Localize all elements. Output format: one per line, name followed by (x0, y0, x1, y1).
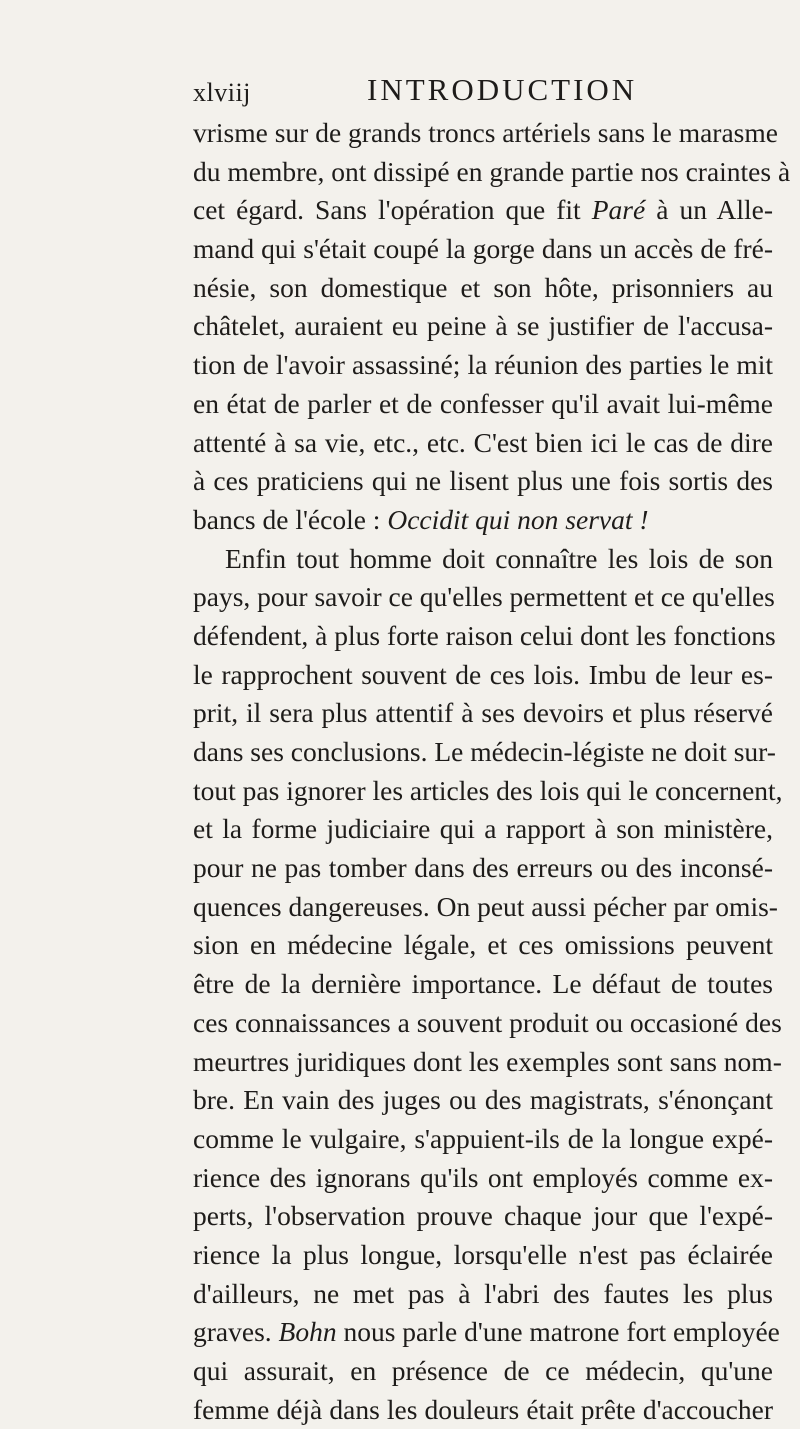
page-number: xlviij (193, 78, 251, 107)
text-segment: meurtres juridiques dont les exemples sont sans nom- (193, 1045, 782, 1077)
text-line (193, 733, 776, 772)
text-line (193, 307, 773, 346)
text-segment: à ces praticiens qui ne lisent plus une fois sortis des (193, 465, 773, 497)
text-segment: en état de parler et de confesser qu'il avait lui-même (193, 387, 773, 419)
text-line (193, 1004, 782, 1043)
text-line (193, 424, 773, 463)
text-line (193, 1197, 773, 1236)
text-segment: bre. En vain des juges ou des magistrats, s'énonçant (193, 1084, 773, 1116)
text-line (193, 1159, 773, 1198)
text-line (193, 269, 773, 308)
text-line (193, 772, 783, 811)
text-segment: dans ses conclusions. Le médecin-légiste ne doit sur- (193, 736, 776, 767)
text-segment: mand qui s'était coupé la gorge dans un accès de fré- (193, 233, 773, 265)
text-segment: quences dangereuses. On peut aussi pécher par omis- (193, 890, 778, 922)
text-line (193, 849, 773, 888)
text-segment: rience des ignorans qu'ils ont employés comme ex- (193, 1161, 773, 1193)
text-segment: sion en médecine légale, et ces omissions peuvent (193, 929, 773, 961)
text-segment: Enfin tout homme doit connaître les lois de son (225, 542, 773, 574)
text-line (193, 346, 773, 385)
text-line (193, 540, 773, 579)
italic-segment: Paré (591, 194, 646, 226)
text-line (193, 462, 773, 501)
running-title: INTRODUCTION (367, 72, 638, 107)
text-segment: pour ne pas tomber dans des erreurs ou des inconsé- (193, 852, 773, 884)
text-segment: défendent, à plus forte raison celui dont les fonctions (193, 619, 776, 651)
text-segment: perts, l'observation prouve chaque jour que l'expé- (193, 1200, 773, 1232)
text-segment: d'ailleurs, ne met pas à l'abri des fautes les plus (193, 1277, 773, 1309)
italic-segment: Bohn (278, 1316, 337, 1348)
text-segment: le rapprochent souvent de ces lois. Imbu de leur es- (193, 658, 773, 690)
text-segment: nous parle d'une matrone fort employée (336, 1316, 780, 1348)
text-line (193, 1275, 773, 1314)
text-line (193, 617, 776, 656)
text-line (193, 1391, 773, 1429)
text-line (193, 1313, 780, 1352)
text-segment: du membre, ont dissipé en grande partie nos craintes à (193, 155, 791, 187)
text-line (193, 578, 773, 617)
text-line (193, 810, 773, 849)
text-segment: rience la plus longue, lorsqu'elle n'est pas éclairée (193, 1238, 773, 1270)
text-line (193, 694, 773, 733)
text-line (193, 1081, 773, 1120)
text-segment: comme le vulgaire, s'appuient-ils de la longue expé- (193, 1122, 773, 1154)
text-segment: ces connaissances a souvent produit ou occasioné des (193, 1006, 782, 1038)
text-line (193, 965, 773, 1004)
text-segment: cet égard. Sans l'opération que fit (193, 194, 592, 226)
text-segment: vrisme sur de grands troncs artériels sans le marasme (193, 117, 778, 148)
text-line (193, 656, 773, 695)
text-line (193, 1120, 773, 1159)
text-segment: et la forme judiciaire qui a rapport à son ministère, (193, 813, 773, 845)
text-segment: à un Alle- (645, 194, 773, 226)
text-line (193, 153, 791, 192)
text-line (193, 1352, 773, 1391)
text-line (193, 888, 778, 927)
text-line (193, 114, 778, 153)
text-line (193, 230, 773, 269)
text-line (193, 1043, 782, 1082)
text-segment: tout pas ignorer les articles des lois qui le concernent, (193, 774, 783, 806)
text-segment: pays, pour savoir ce qu'elles permettent et ce qu'elles (193, 581, 775, 613)
body-text (193, 114, 791, 1429)
text-line (193, 1236, 773, 1275)
text-segment: prit, il sera plus attentif à ses devoirs et plus réservé (193, 697, 773, 729)
text-segment: châtelet, auraient eu peine à se justifier de l'accusa- (193, 310, 773, 342)
text-line (193, 501, 773, 540)
text-segment: qui assurait, en présence de ce médecin, qu'une (193, 1355, 773, 1386)
text-segment: être de la dernière importance. Le défaut de toutes (193, 968, 773, 1000)
text-segment: graves. (193, 1316, 279, 1348)
text-segment: bancs de l'école : (193, 503, 388, 535)
text-segment: femme déjà dans les douleurs était prête d'accoucher (193, 1393, 773, 1425)
text-segment: nésie, son domestique et son hôte, prisonniers au (193, 271, 773, 303)
text-line (193, 926, 773, 965)
running-head (193, 72, 773, 112)
text-line (193, 385, 773, 424)
text-segment: attenté à sa vie, etc., etc. C'est bien ici le cas de dire (193, 426, 773, 458)
italic-segment: Occidit qui non servat ! (387, 503, 649, 535)
text-line (193, 191, 773, 230)
text-segment: tion de l'avoir assassiné; la réunion des parties le mit (193, 349, 773, 381)
